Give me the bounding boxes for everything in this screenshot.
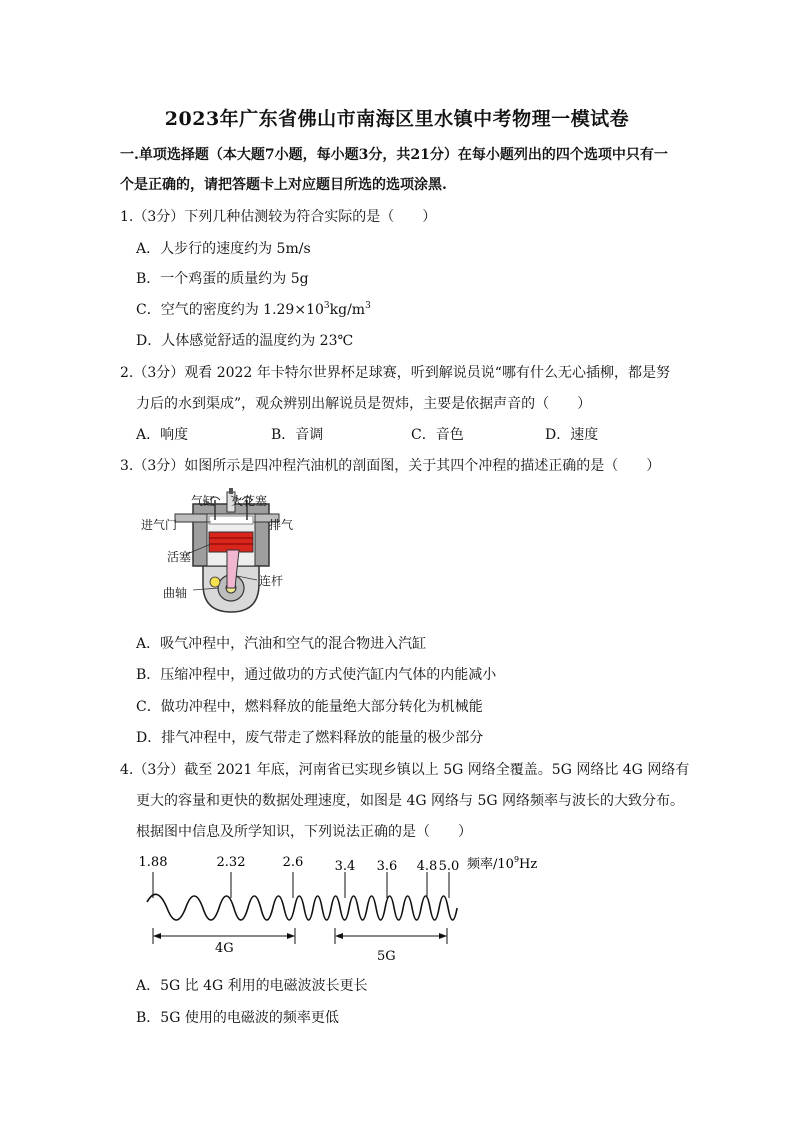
q1-option-c-exp: 3 — [323, 301, 330, 311]
q1-option-c-exp2: 3 — [365, 301, 371, 311]
tick-lines — [153, 872, 449, 898]
frequency-wave-diagram — [135, 848, 565, 968]
engine-figure — [135, 488, 305, 618]
q1-option-c — [136, 300, 371, 320]
frequency-axis-label: 频率$/10^9Hz$ — [467, 855, 538, 872]
q2-option-a: A．响度 — [136, 427, 189, 443]
q1-stem: 1.（3分）下列几种估测较为符合实际的是（ ） — [120, 209, 437, 225]
section-heading — [120, 140, 690, 200]
q2-option-c: C．音色 — [411, 427, 464, 443]
q3-option-a: A．吸气冲程中，汽油和空气的混合物进入汽缸 — [136, 636, 427, 652]
q1-option-c-text: C．空气的密度约为 1.29×10 — [136, 302, 324, 318]
tick-label: 4.8 — [416, 859, 438, 874]
q3-option-d: D．排气冲程中，废气带走了燃料释放的能量的极少部分 — [136, 730, 484, 746]
tick-label: 3.6 — [376, 859, 398, 874]
q4-stem-2: 更大的容量和更快的数据处理速度，如图是 4G 网络与 5G 网络频率与波长的大致分布。 — [136, 793, 684, 809]
wave-curve — [147, 894, 457, 920]
label-connecting-rod: 连杆 — [259, 574, 284, 588]
tick-label: 1.88 — [138, 855, 168, 870]
tick-label: 2.6 — [282, 855, 304, 870]
label-crankshaft: 曲轴 — [163, 586, 188, 600]
q1-option-a: A．人步行的速度约为 5m/s — [136, 241, 311, 257]
q2-options — [136, 425, 598, 445]
band-5g-label: 5G — [377, 949, 396, 964]
tick-label: 2.32 — [216, 855, 246, 870]
tick-label: 3.4 — [334, 859, 356, 874]
label-piston: 活塞 — [167, 550, 192, 564]
label-cylinder: 气缸 — [191, 494, 216, 508]
q3-option-b: B．压缩冲程中，通过做功的方式使汽缸内气体的内能减小 — [136, 667, 497, 683]
label-intake-valve: 进气门 — [141, 518, 178, 532]
q1-option-c-unit: kg/m — [329, 302, 366, 318]
q3-stem: 3.（3分）如图所示是四冲程汽油机的剖面图，关于其四个冲程的描述正确的是（ ） — [120, 458, 661, 474]
q2-stem-1: 2.（3分）观看 2022 年卡特尔世界杯足球赛，听到解说员说“哪有什么无心插柳，都是努 — [120, 365, 670, 381]
band-4g-label: 4G — [215, 941, 234, 956]
q2-option-d: D．速度 — [545, 427, 599, 443]
q4-option-b: B．5G 使用的电磁波的频率更低 — [136, 1010, 339, 1026]
q1-option-b: B．一个鸡蛋的质量约为 5g — [136, 271, 309, 287]
q2-option-b: B．音调 — [271, 427, 324, 443]
tick-label: 5.0 — [438, 859, 460, 874]
section-line-1: 一.单项选择题（本大题7小题，每小题3分，共21分）在每小题列出的四个选项中只有一 — [120, 147, 668, 163]
label-exhaust: 排气 — [269, 518, 294, 532]
q1-option-d: D．人体感觉舒适的温度约为 23℃ — [136, 333, 354, 349]
q3-option-c: C．做功冲程中，燃料释放的能量绝大部分转化为机械能 — [136, 699, 483, 715]
section-line-2: 个是正确的，请把答题卡上对应题目所选的选项涂黑. — [120, 177, 447, 193]
label-spark-plug: 火花塞 — [231, 494, 268, 508]
engine-diagram — [135, 488, 305, 618]
q4-stem-3: 根据图中信息及所学知识，下列说法正确的是（ ） — [136, 824, 472, 840]
q4-stem-1: 4.（3分）截至 2021 年底，河南省已实现乡镇以上 5G 网络全覆盖。5G 网络比 4G 网络有 — [120, 762, 690, 778]
q2-stem-2: 力后的水到渠成”，观众辨别出解说员是贺炜，主要是依据声音的（ ） — [136, 396, 592, 412]
page-title: 2023年广东省佛山市南海区里水镇中考物理一模试卷 — [164, 108, 630, 130]
q4-option-a: A．5G 比 4G 利用的电磁波波长更长 — [136, 978, 368, 994]
wave-figure — [135, 848, 565, 968]
